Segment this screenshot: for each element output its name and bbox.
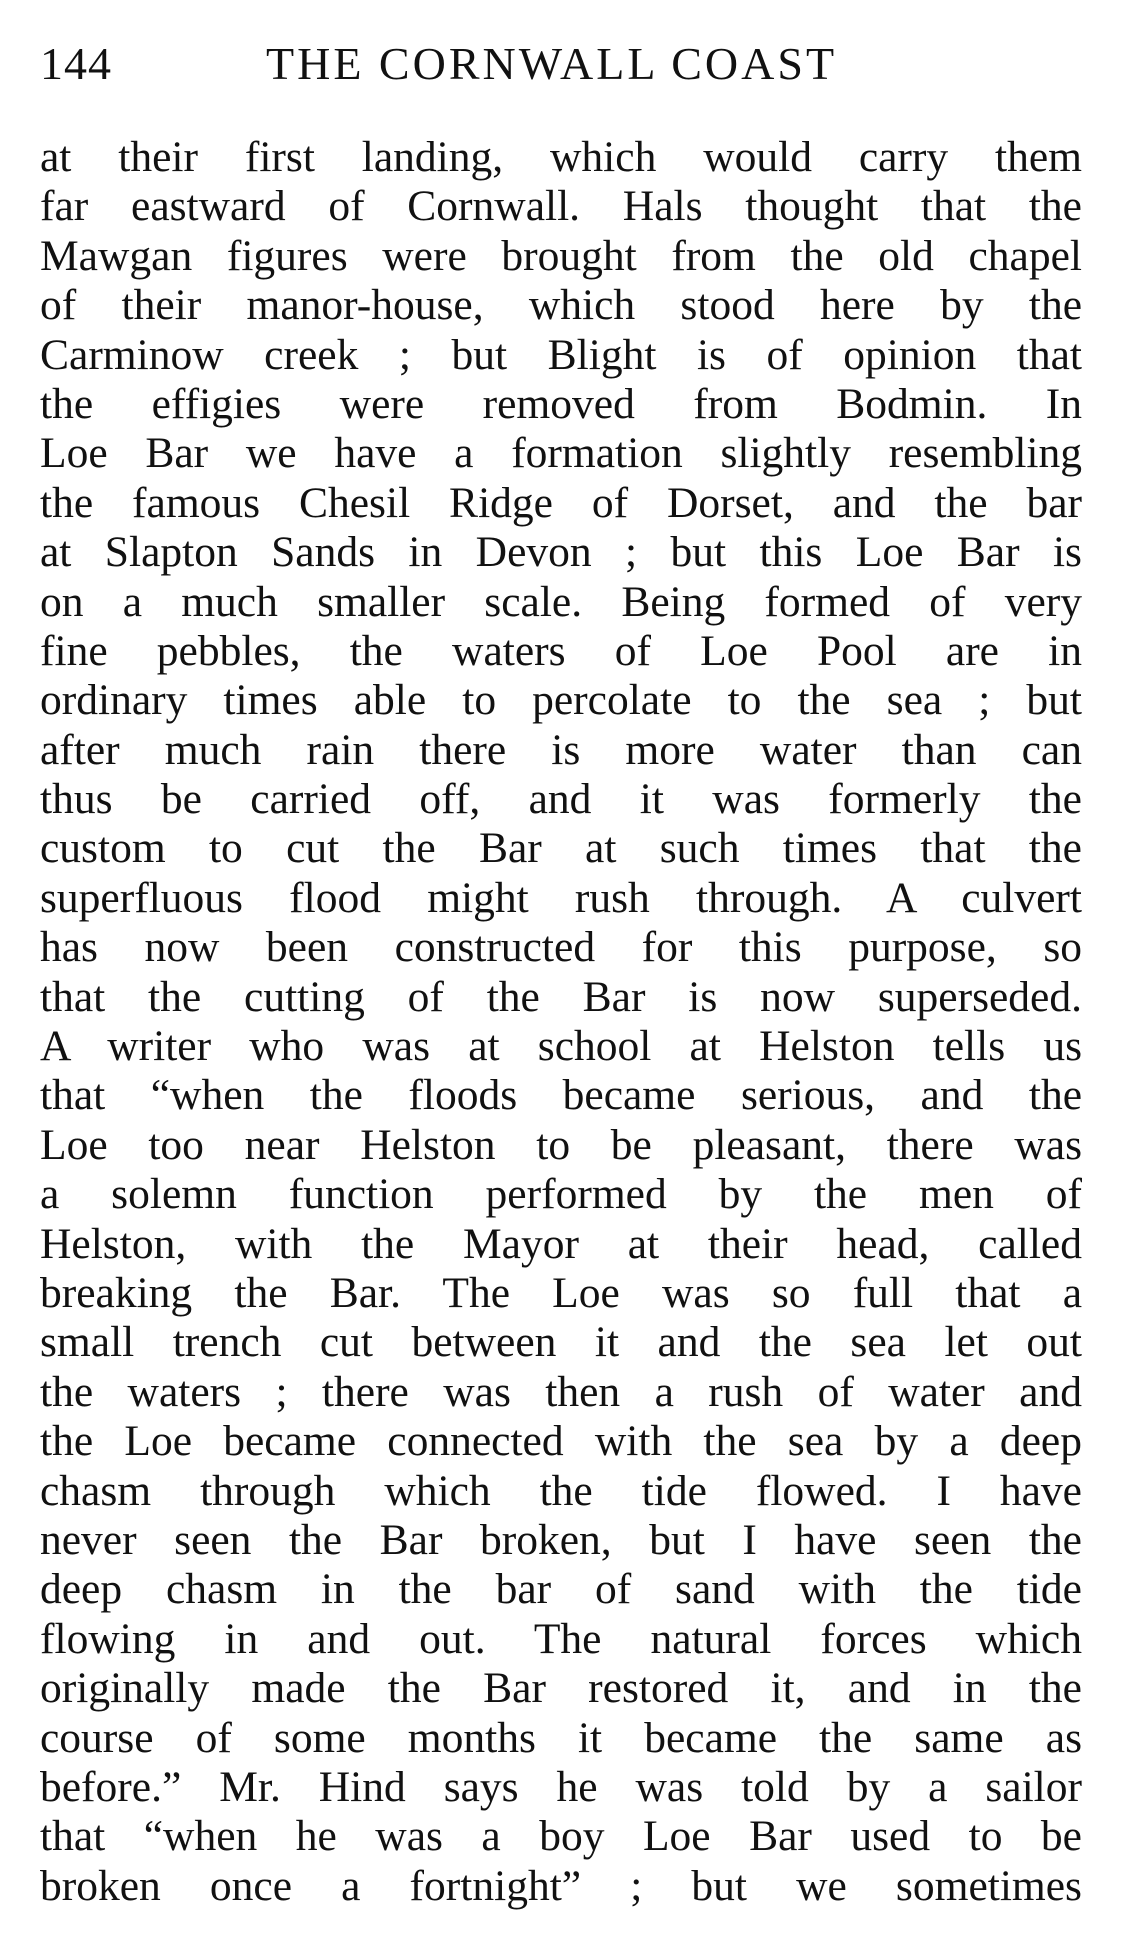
text-line: deep chasm in the bar of sand with the tide [40, 1565, 1082, 1614]
text-line: custom to cut the Bar at such times that the [40, 824, 1082, 873]
text-line: far eastward of Cornwall. Hals thought that the [40, 182, 1082, 231]
text-line: course of some months it became the same as [40, 1713, 1082, 1762]
text-line: Mawgan figures were brought from the old chapel [40, 231, 1082, 280]
text-line: the effigies were removed from Bodmin. In [40, 379, 1082, 428]
running-title: THE CORNWALL COAST [266, 38, 838, 89]
text-line: Carminow creek ; but Blight is of opinion that [40, 330, 1082, 379]
page-number: 144 [40, 38, 112, 89]
text-line: after much rain there is more water than can [40, 725, 1082, 774]
text-line: never seen the Bar broken, but I have seen the [40, 1515, 1082, 1564]
text-line: that “when the floods became serious, and the [40, 1071, 1082, 1120]
text-line: before.” Mr. Hind says he was told by a sailor [40, 1762, 1082, 1811]
text-line: breaking the Bar. The Loe was so full that a [40, 1268, 1082, 1317]
body-text [40, 133, 1082, 1911]
text-line: thus be carried off, and it was formerly the [40, 775, 1082, 824]
text-line: that the cutting of the Bar is now superseded. [40, 972, 1082, 1021]
text-line: ordinary times able to percolate to the sea ; but [40, 676, 1082, 725]
text-line: superfluous flood might rush through. A culvert [40, 873, 1082, 922]
text-line: the waters ; there was then a rush of water and [40, 1367, 1082, 1416]
running-head [40, 34, 1082, 94]
text-line: chasm through which the tide flowed. I have [40, 1466, 1082, 1515]
text-line: broken once a fortnight” ; but we sometimes [40, 1861, 1082, 1910]
text-line: Helston, with the Mayor at their head, called [40, 1219, 1082, 1268]
text-line: at Slapton Sands in Devon ; but this Loe Bar is [40, 528, 1082, 577]
text-line: Loe Bar we have a formation slightly resembling [40, 429, 1082, 478]
text-line: A writer who was at school at Helston tells us [40, 1022, 1082, 1071]
text-line: fine pebbles, the waters of Loe Pool are in [40, 626, 1082, 675]
text-line: Loe too near Helston to be pleasant, there was [40, 1120, 1082, 1169]
text-line: that “when he was a boy Loe Bar used to be [40, 1812, 1082, 1861]
text-line: on a much smaller scale. Being formed of very [40, 577, 1082, 626]
text-line: a solemn function performed by the men of [40, 1170, 1082, 1219]
text-line: flowing in and out. The natural forces which [40, 1614, 1082, 1663]
text-line: small trench cut between it and the sea let out [40, 1318, 1082, 1367]
text-line: of their manor-house, which stood here by the [40, 281, 1082, 330]
text-line: has now been constructed for this purpose, so [40, 923, 1082, 972]
text-line: originally made the Bar restored it, and in the [40, 1664, 1082, 1713]
text-line: at their first landing, which would carry them [40, 133, 1082, 181]
text-line: the famous Chesil Ridge of Dorset, and the bar [40, 478, 1082, 527]
text-line: the Loe became connected with the sea by a deep [40, 1417, 1082, 1466]
